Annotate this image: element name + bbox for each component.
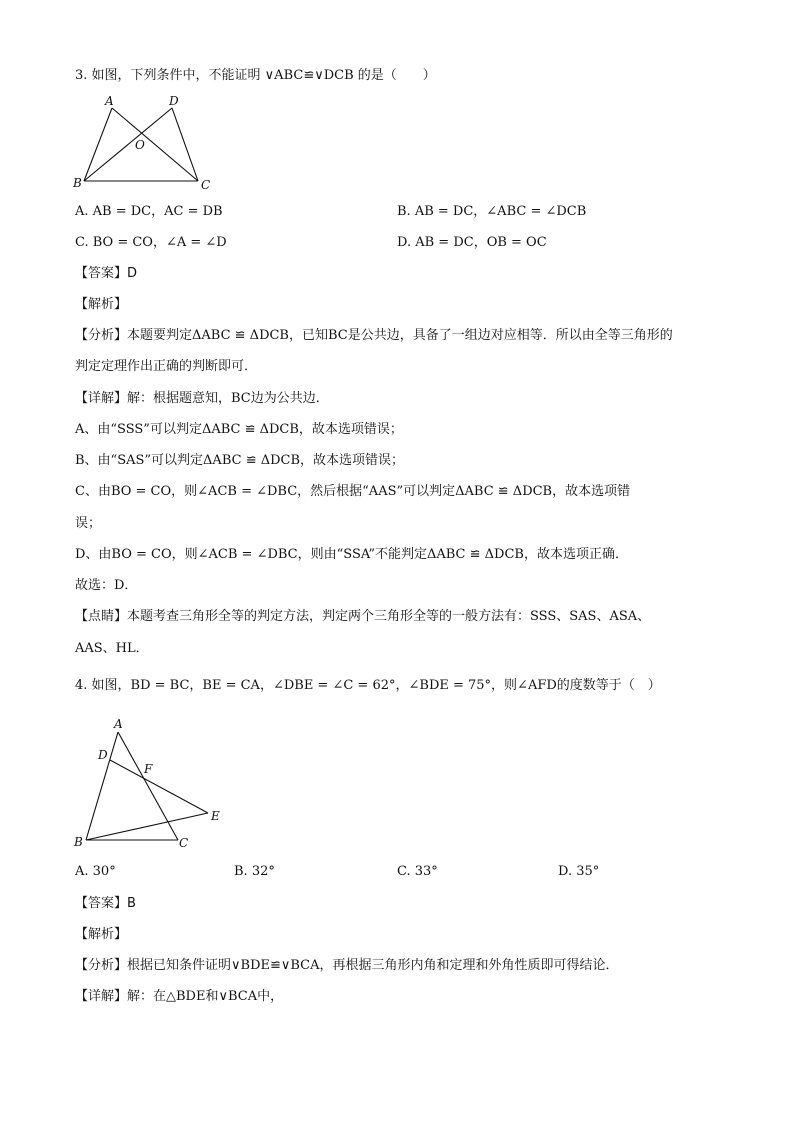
q3-detail-a: A、由“SSS”可以判定ΔABC ≌ ΔDCB，故本选项错误；: [75, 422, 403, 437]
q3-label-a: A: [105, 94, 114, 108]
q3-label-d: D: [169, 94, 179, 108]
q4-option-a: A. 30°: [75, 864, 116, 879]
q4-segment-ac: [118, 732, 178, 840]
q3-label-b: B: [73, 176, 82, 190]
q4-detail: 【详解】解：在△BDE和∨BCA中，: [75, 989, 284, 1004]
q3-label-c: C: [201, 178, 211, 192]
q3-analysis-line-1: 【分析】本题要判定ΔABC ≌ ΔDCB，已知BC是公共边，具备了一组边对应相等．所以由全等三角形的: [75, 328, 673, 343]
q4-option-d: D. 35°: [558, 864, 600, 879]
q3-label-o: O: [135, 138, 145, 152]
q3-figure: [70, 92, 230, 192]
q3-segment-db: [84, 108, 172, 181]
q4-option-c: C. 33°: [397, 864, 438, 879]
q3-stem: 3. 如图，下列条件中，不能证明 ∨ABC≌∨DCB 的是（ ）: [75, 68, 436, 83]
q4-answer: 【答案】B: [75, 896, 136, 911]
q4-analysis: 【分析】根据已知条件证明∨BDE≌∨BCA，再根据三角形内角和定理和外角性质即可得结论．: [75, 958, 619, 973]
q3-answer: 【答案】D: [75, 266, 138, 281]
q4-label-b: B: [74, 835, 83, 849]
q3-point-line-2: AAS、HL．: [75, 641, 149, 656]
q3-detail-d: D、由BO = CO，则∠ACB = ∠DBC，则由“SSA”不能判定ΔABC ≌ ΔDCB，故本选项正确．: [75, 547, 628, 562]
q3-analysis-line-2: 判定定理作出正确的判断即可．: [75, 359, 258, 374]
q4-label-e: E: [211, 809, 220, 823]
q4-label-a: A: [114, 717, 123, 731]
q3-detail-c-2: 误；: [75, 516, 102, 531]
q3-option-c: C. BO = CO，∠A = ∠D: [75, 235, 227, 250]
q3-option-b: B. AB = DC，∠ABC = ∠DCB: [397, 204, 587, 219]
q3-choose: 故选：D．: [75, 578, 138, 593]
q4-option-b: B. 32°: [234, 864, 275, 879]
q3-point-line-1: 【点睛】本题考查三角形全等的判定方法，判定两个三角形全等的一般方法有：SSS、SAS、ASA、: [75, 609, 651, 624]
q4-label-f: F: [144, 762, 153, 776]
q4-label-d: D: [98, 748, 108, 762]
q4-figure: [68, 712, 238, 852]
q4-label-c: C: [179, 836, 189, 850]
q3-detail-b: B、由“SAS”可以判定ΔABC ≌ ΔDCB，故本选项错误；: [75, 453, 405, 468]
q3-option-a: A. AB = DC，AC = DB: [75, 204, 223, 219]
q3-option-d: D. AB = DC，OB = OC: [397, 235, 547, 250]
q3-detail: 【详解】解：根据题意知，BC边为公共边．: [75, 391, 329, 406]
q4-stem: 4. 如图，BD = BC，BE = CA，∠DBE = ∠C = 62°，∠BDE = 75°，则∠AFD的度数等于（ ）: [75, 678, 661, 693]
q3-analysis-heading: 【解析】: [75, 297, 128, 312]
q3-detail-c-1: C、由BO = CO，则∠ACB = ∠DBC，然后根据“AAS”可以判定ΔABC ≌ ΔDCB，故本选项错: [75, 484, 631, 499]
q4-analysis-heading: 【解析】: [75, 927, 128, 942]
q4-segment-be: [86, 813, 208, 840]
